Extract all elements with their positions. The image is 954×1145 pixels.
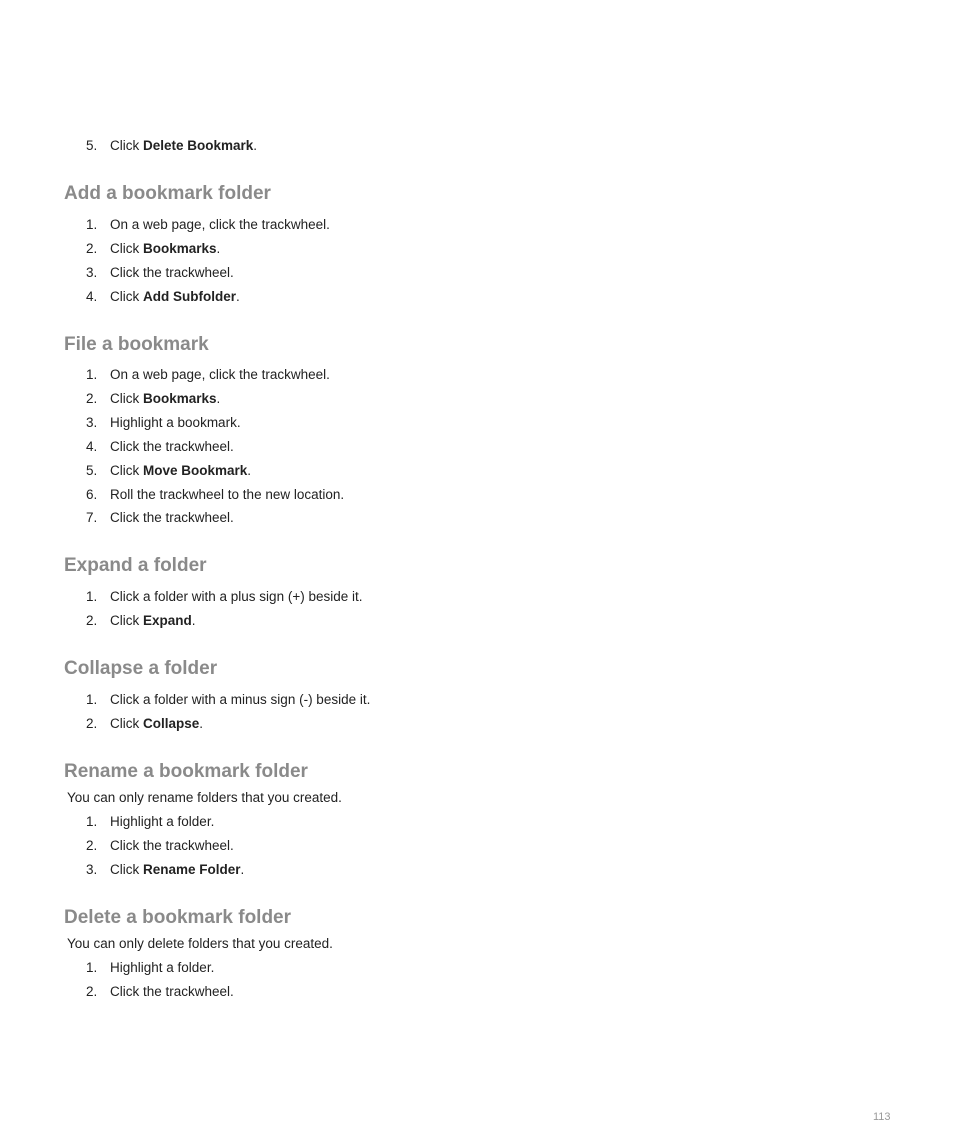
- step-text-suffix: .: [216, 391, 221, 406]
- step-number: 3.: [86, 415, 98, 430]
- step-number: 7.: [86, 510, 98, 525]
- step-number: 2.: [86, 838, 98, 853]
- step-command: Collapse: [143, 716, 200, 731]
- section-heading: Expand a folder: [64, 555, 207, 576]
- step-number: 1.: [86, 814, 98, 829]
- step-text-plain: Click the trackwheel.: [110, 265, 234, 280]
- step-text-plain: Click: [110, 716, 143, 731]
- section-heading: Collapse a folder: [64, 658, 218, 679]
- step-text-plain: Click the trackwheel.: [110, 838, 234, 853]
- step-text-plain: Click: [110, 613, 143, 628]
- step-text: [110, 288, 240, 306]
- step-number: 2.: [86, 716, 98, 731]
- step-text: [110, 438, 234, 456]
- step-text-plain: Click: [110, 289, 143, 304]
- step-command: Move Bookmark: [143, 463, 248, 478]
- step-text-plain: Click: [110, 241, 143, 256]
- step-command: Bookmarks: [143, 241, 217, 256]
- step-text-suffix: .: [253, 138, 258, 153]
- step-text: [110, 861, 244, 879]
- step-text-plain: On a web page, click the trackwheel.: [110, 217, 330, 232]
- step-number: 5.: [86, 463, 98, 478]
- step-text-plain: Click the trackwheel.: [110, 439, 234, 454]
- step-text: [110, 983, 234, 1001]
- step-text: [110, 414, 241, 432]
- step-number: 1.: [86, 589, 98, 604]
- step-text-plain: Click: [110, 138, 143, 153]
- section-intro: You can only delete folders that you created.: [67, 936, 333, 951]
- step-text: [110, 715, 203, 733]
- step-command: Bookmarks: [143, 391, 217, 406]
- step-text: [110, 462, 251, 480]
- step-number: 4.: [86, 439, 98, 454]
- step-text: [110, 366, 330, 384]
- step-number: 1.: [86, 217, 98, 232]
- section-heading: Rename a bookmark folder: [64, 761, 308, 782]
- step-text-plain: Roll the trackwheel to the new location.: [110, 487, 345, 502]
- step-text-suffix: .: [247, 463, 252, 478]
- section-heading: File a bookmark: [64, 334, 209, 355]
- step-number: 1.: [86, 367, 98, 382]
- step-number: 3.: [86, 265, 98, 280]
- step-text: [110, 612, 196, 630]
- step-text: [110, 264, 234, 282]
- step-text: [110, 216, 330, 234]
- step-text-plain: Click: [110, 862, 143, 877]
- section-heading: Delete a bookmark folder: [64, 907, 292, 928]
- step-command: Add Subfolder: [143, 289, 236, 304]
- step-text-plain: Click a folder with a minus sign (-) beside it.: [110, 692, 371, 707]
- step-command: Delete Bookmark: [143, 138, 254, 153]
- step-number: 1.: [86, 960, 98, 975]
- step-text: [110, 959, 214, 977]
- step-text: [110, 240, 220, 258]
- step-number: 2.: [86, 613, 98, 628]
- step-command: Expand: [143, 613, 192, 628]
- step-number: 1.: [86, 692, 98, 707]
- step-text: [110, 837, 234, 855]
- step-number: 2.: [86, 984, 98, 999]
- step-text: [110, 390, 220, 408]
- step-number: 2.: [86, 391, 98, 406]
- step-text-suffix: .: [216, 241, 221, 256]
- step-text-suffix: .: [199, 716, 204, 731]
- step-text-plain: Click the trackwheel.: [110, 984, 234, 999]
- step-text-plain: Highlight a folder.: [110, 814, 215, 829]
- step-number: 4.: [86, 289, 98, 304]
- step-text-plain: Click a folder with a plus sign (+) beside it.: [110, 589, 363, 604]
- step-number: 2.: [86, 241, 98, 256]
- step-text-plain: Highlight a bookmark.: [110, 415, 241, 430]
- section-heading: Add a bookmark folder: [64, 183, 271, 204]
- step-text-suffix: .: [236, 289, 240, 304]
- step-text-suffix: .: [191, 613, 196, 628]
- step-text-plain: Click: [110, 391, 143, 406]
- step-text-plain: Click the trackwheel.: [110, 510, 234, 525]
- section-intro: You can only rename folders that you created.: [67, 790, 342, 805]
- step-text: [110, 486, 344, 504]
- step-text-plain: On a web page, click the trackwheel.: [110, 367, 330, 382]
- step-text: [110, 813, 214, 831]
- step-text: [110, 588, 363, 606]
- step-number: 3.: [86, 862, 98, 877]
- step-number: 6.: [86, 487, 98, 502]
- step-text-plain: Highlight a folder.: [110, 960, 215, 975]
- page-number: 113: [873, 1111, 891, 1123]
- step-command: Rename Folder: [143, 862, 241, 877]
- step-text-suffix: .: [240, 862, 245, 877]
- step-text: [110, 137, 257, 155]
- step-text-plain: Click: [110, 463, 143, 478]
- step-text: [110, 691, 370, 709]
- step-text: [110, 509, 234, 527]
- step-number: 5.: [86, 138, 98, 153]
